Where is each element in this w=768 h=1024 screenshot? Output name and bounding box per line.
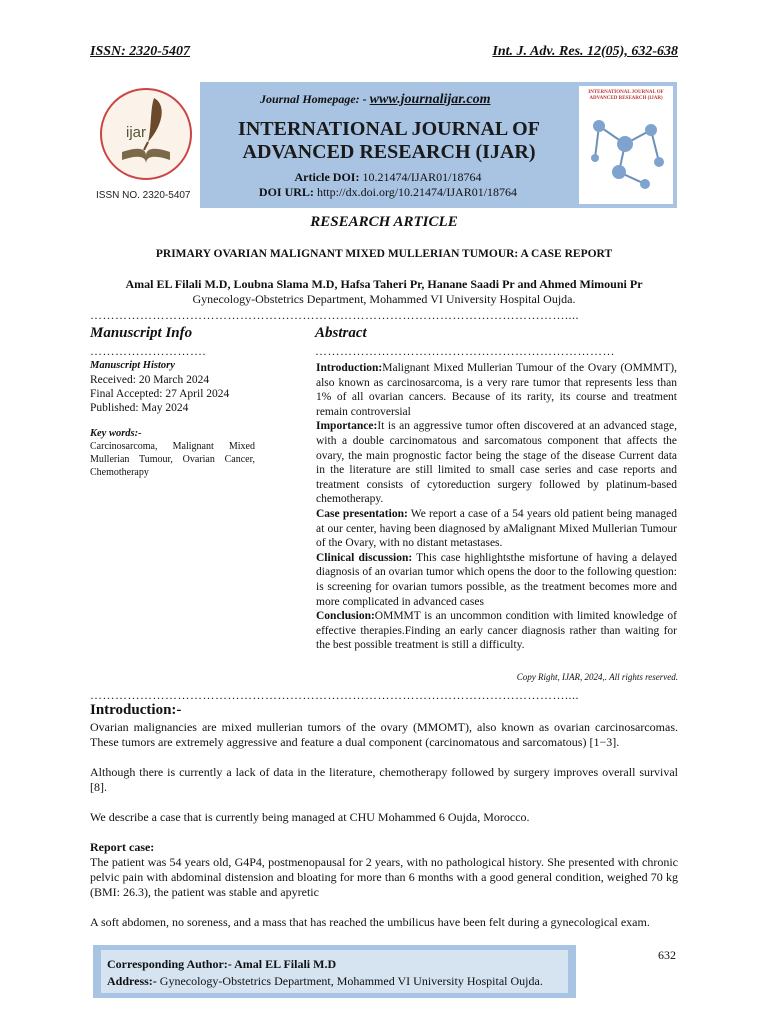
dotted-separator: …………………………………………………………………………………………………….... [90, 688, 579, 702]
journal-banner [92, 82, 677, 208]
issn-header: ISSN: 2320-5407 [90, 44, 190, 59]
keywords-label: Key words:- [90, 428, 142, 439]
abstract-case-presentation [316, 507, 677, 551]
report-case-heading: Report case: [90, 840, 155, 854]
doi-value: 10.21474/IJAR01/18764 [359, 170, 482, 184]
logo-text: ijar [126, 124, 147, 141]
molecule-icon [579, 86, 673, 204]
section-text: OMMMT is an uncommon condition with limited knowledge of effective therapies.Finding an early cancer diagnosis rather than waiting for the best possible treatment is still a difficulty. [316, 610, 677, 652]
abstract-body [316, 361, 677, 653]
doi-url [218, 185, 558, 200]
body-paragraph: Ovarian malignancies are mixed mullerian tumors of the ovary (MMOMT), also known as ovarian carcinosarcomas. These tumors are extremely aggressive and feature a dual component (carcinomatous and sarcomatous) [1−3]. [90, 720, 678, 749]
body-paragraph: We describe a case that is currently being managed at CHU Mohammed 6 Oujda, Morocco. [90, 810, 530, 824]
body-paragraph: The patient was 54 years old, G4P4, postmenopausal for 2 years, with no pathological history. She presented with chronic pelvic pain with abdominal distension and bloating for more than 6 months with a good general condition, weighed 70 kg (BMI: 26.3), the patient was stable and apyretic [90, 855, 678, 899]
journal-homepage [260, 92, 491, 108]
corresponding-author-box [93, 945, 576, 998]
section-text: We report a case of a 54 years old patient being managed at our center, having been diagnosed by aMalignant Mixed Mullerian Tumour of the Ovary, with no distant metastases. [316, 507, 677, 550]
section-text: It is an aggressive tumor often discovered at an advanced stage, with a double carcinomatous and sarcomatous component that affects the ovary, the main prognostic factor being the stage of the disease Current data in the literature are still limited to small case series and case reports and treatment consists of cytoreduction surgery followed by platinum-based chemotherapy. [316, 420, 677, 506]
journal-name-line1: INTERNATIONAL JOURNAL OF [238, 118, 540, 140]
abstract-clinical-discussion [316, 551, 677, 609]
section-text: Malignant Mixed Mullerian Tumour of the Ovary (OMMMT), also known as carcinosarcoma, is a very rare tumor that represents less than 1% of all ovarian cancers. Because of its rarity, its course and treatment remain controversial [316, 362, 677, 418]
copyright-notice: Copy Right, IJAR, 2024,. All rights reserved. [516, 672, 678, 682]
affiliation: Gynecology-Obstetrics Department, Mohammed VI University Hospital Oujda. [192, 292, 576, 306]
section-label: Introduction: [316, 362, 383, 374]
homepage-link[interactable]: www.journalijar.com [369, 92, 491, 107]
dotted-separator: ………………………. [90, 344, 206, 358]
abstract-introduction [316, 361, 677, 419]
introduction-heading: Introduction:- [90, 702, 182, 718]
section-label: Importance: [316, 420, 378, 433]
address-text: Gynecology-Obstetrics Department, Mohammed VI University Hospital Oujda. [156, 974, 543, 988]
article-doi [218, 170, 558, 185]
doi-url-label: DOI URL: [258, 185, 314, 199]
section-text: This case highlightsthe misfortune of having a delayed diagnosis of an ovarian tumor which opens the door to the following question: is screening for ovarian tumors possible, as the treatment becomes more and more complicated in advanced cases [316, 551, 677, 608]
doi-url-link[interactable]: http://dx.doi.org/10.21474/IJAR01/18764 [313, 185, 518, 199]
corresponding-author-address [107, 974, 543, 989]
journal-cover-image [579, 86, 673, 204]
page-number: 632 [658, 948, 676, 962]
article-body [90, 703, 678, 945]
body-paragraph: A soft abdomen, no soreness, and a mass that has reached the umbilicus have been felt during a gynecological exam. [90, 915, 650, 929]
journal-logo [92, 82, 200, 208]
body-paragraph: Although there is currently a lack of data in the literature, chemotherapy followed by surgery improves overall survival [8]. [90, 765, 678, 794]
abstract-conclusion [316, 609, 677, 653]
published-date: Published: May 2024 [90, 402, 189, 414]
citation-header: Int. J. Adv. Res. 12(05), 632-638 [492, 44, 678, 59]
journal-name-line2: ADVANCED RESEARCH (IJAR) [242, 141, 536, 163]
dotted-separator: ……………………………………………………………… [315, 344, 615, 358]
accepted-date: Final Accepted: 27 April 2024 [90, 388, 230, 400]
article-type: RESEARCH ARTICLE [310, 214, 458, 230]
keywords-list: Carcinosarcoma, Malignant Mixed Mullerian Tumour, Ovarian Cancer, Chemotherapy [90, 441, 255, 478]
abstract-importance [316, 419, 677, 507]
abstract-heading: Abstract [315, 325, 367, 341]
doi-label: Article DOI: [294, 170, 360, 184]
section-label: Conclusion: [316, 610, 375, 623]
cover-title: INTERNATIONAL JOURNAL OF ADVANCED RESEARCH (IJAR) [588, 90, 664, 101]
section-label: Case presentation: [316, 507, 408, 520]
logo-issn: ISSN NO. 2320-5407 [96, 190, 191, 201]
corresponding-author-name: Corresponding Author:- Amal EL Filali M.D [107, 957, 337, 971]
received-date: Received: 20 March 2024 [90, 374, 210, 386]
author-list: Amal EL Filali M.D, Loubna Slama M.D, Hafsa Taheri Pr, Hanane Saadi Pr and Ahmed Mimouni Pr [125, 277, 643, 291]
journal-name [214, 118, 564, 164]
article-title: PRIMARY OVARIAN MALIGNANT MIXED MULLERIAN TUMOUR: A CASE REPORT [155, 248, 613, 260]
manuscript-info-heading: Manuscript Info [90, 325, 193, 341]
corresponding-author-panel [101, 950, 568, 993]
address-label: Address:- [107, 974, 157, 988]
dotted-separator: …………………………………………………………………………………………………….... [90, 308, 579, 322]
section-label: Clinical discussion: [316, 551, 413, 564]
homepage-label: Journal Homepage: - [260, 92, 370, 106]
manuscript-history-label: Manuscript History [90, 360, 175, 371]
